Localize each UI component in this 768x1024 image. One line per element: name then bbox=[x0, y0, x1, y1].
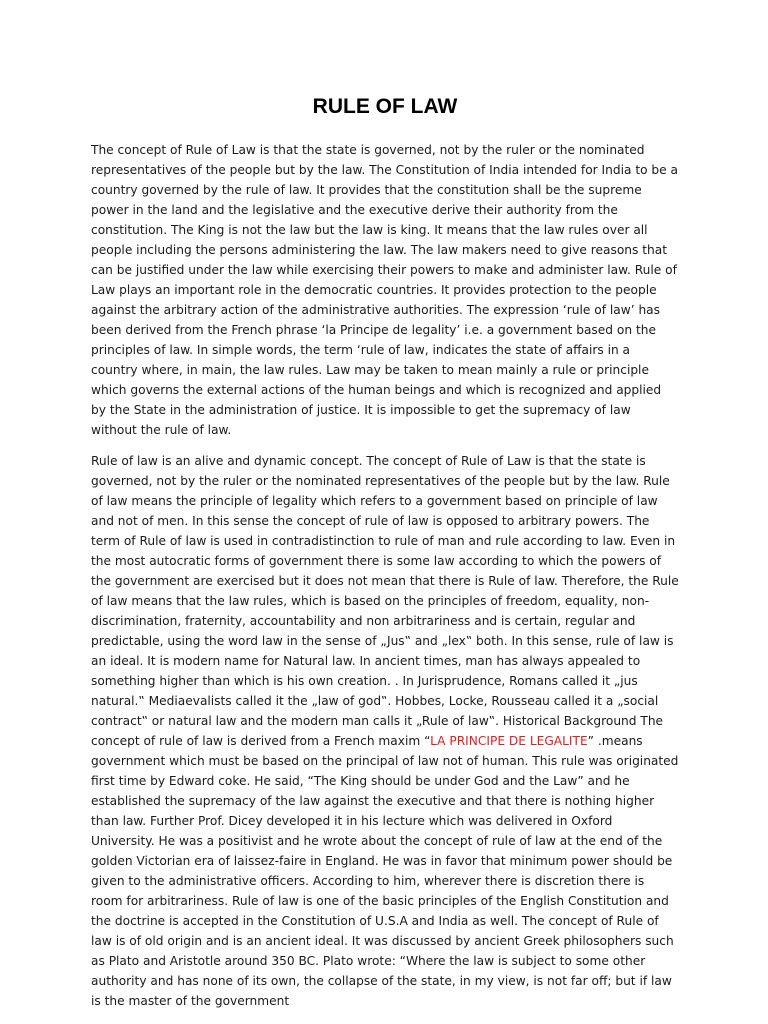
document-title: RULE OF LAW bbox=[312, 95, 458, 118]
document-page bbox=[91, 92, 679, 1022]
paragraph-2 bbox=[91, 451, 679, 1011]
paragraph-2-text-after: ” .means government which must be based on the principal of law not of human. This rule was originated first time by Edward coke. He said, “The King should be under God and the Law” and he established the supremacy of the law against the executive and that there is nothing higher than law. Further Prof. Dicey developed it in his lecture which was delivered in Oxford University. He was a positivist and he wrote about the concept of rule of law at the end of the golden Victorian era of laissez-faire in England. He was in favor that minimum power should be given to the administrative officers. According to him, wherever there is discretion there is room for arbitrariness. Rule of law is one of the basic principles of the English Constitution and the doctrine is accepted in the Constitution of U.S.A and India as well. The concept of Rule of law is of old origin and is an ancient ideal. It was discussed by ancient Greek philosophers such as Plato and Aristotle around 350 BC. Plato wrote: “Where the law is subject to some other authority and has none of its own, the collapse of the state, in my view, is not far off; but if law is the master of the government bbox=[91, 734, 679, 1008]
french-maxim-highlight: LA PRINCIPE DE LEGALITE bbox=[430, 734, 588, 748]
paragraph-2-text-before: Rule of law is an alive and dynamic concept. The concept of Rule of Law is that the state is governed, not by the ruler or the nominated representatives of the people but by the law. Rule of law means the principle of legality which refers to a government based on principle of law and not of men. In this sense the concept of rule of law is opposed to arbitrary powers. The term of Rule of law is used in contradistinction to rule of man and rule according to law. Even in the most autocratic forms of government there is some law according to which the powers of the government are exercised but it does not mean that there is Rule of law. Therefore, the Rule of law means that the law rules, which is based on the principles of freedom, equality, non-discrimination, fraternity, accountability and non arbitrariness and is certain, regular and predictable, using the word law in the sense of „Jus‟ and „lex‟ both. In this sense, rule of law is an ideal. It is modern name for Natural law. In ancient times, man has always appealed to something higher than which is his own creation. . In Jurisprudence, Romans called it „jus natural.‟ Mediaevalists called it the „law of god‟. Hobbes, Locke, Rousseau called it a „social contract‟ or natural law and the modern man calls it „Rule of law‟. Historical Background The concept of rule of law is derived from a French maxim “ bbox=[91, 454, 679, 748]
paragraph-1: The concept of Rule of Law is that the state is governed, not by the ruler or the nominated representatives of the people but by the law. The Constitution of India intended for India to be a country governed by the rule of law. It provides that the constitution shall be the supreme power in the land and the legislative and the executive derive their authority from the constitution. The King is not the law but the law is king. It means that the law rules over all people including the persons administering the law. The law makers need to give reasons that can be justified under the law while exercising their powers to make and administer law. Rule of Law plays an important role in the democratic countries. It provides protection to the people against the arbitrary action of the administrative authorities. The expression ‘rule of law’ has been derived from the French phrase ‘la Principe de legality’ i.e. a government based on the principles of law. In simple words, the term ‘rule of law, indicates the state of affairs in a country where, in main, the law rules. Law may be taken to mean mainly a rule or principle which governs the external actions of the human beings and which is recognized and applied by the State in the administration of justice. It is impossible to get the supremacy of law without the rule of law. bbox=[91, 143, 679, 437]
